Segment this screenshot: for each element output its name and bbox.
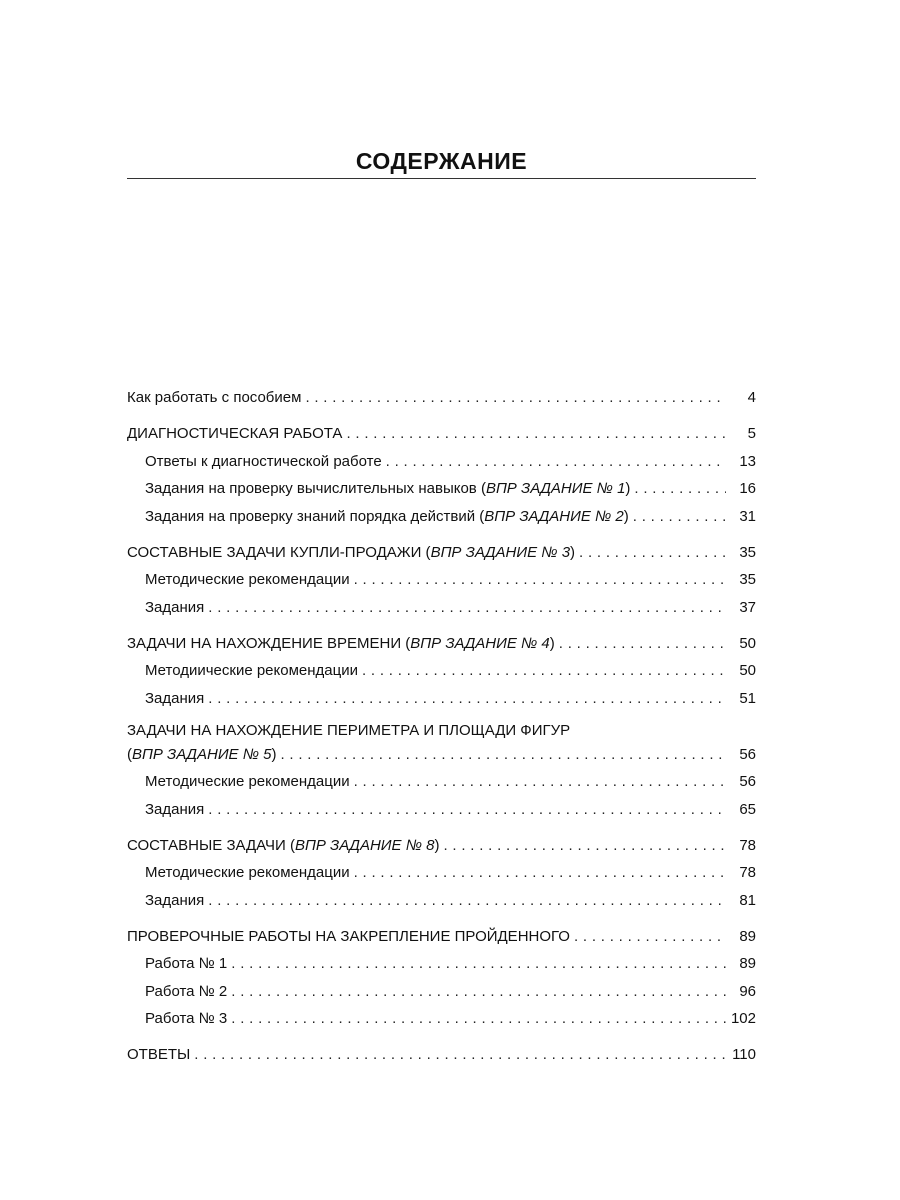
dot-leader (443, 832, 726, 860)
dot-leader (208, 685, 726, 713)
dot-leader (208, 887, 726, 915)
toc-entry-label: Методические рекомендации (145, 571, 350, 588)
toc-subentry-tasks[interactable] (127, 685, 756, 713)
toc-page-number: 96 (739, 982, 756, 1000)
toc-entry-label: Задания (145, 800, 205, 818)
dot-leader (354, 768, 726, 796)
dot-leader (231, 1005, 726, 1033)
toc-page-number: 13 (739, 452, 756, 470)
toc-entry-label: ДИАГНОСТИЧЕСКАЯ РАБОТА (127, 425, 343, 442)
toc-page-number: 31 (739, 507, 756, 525)
toc-subentry-methodical-recommendations[interactable] (127, 768, 756, 796)
toc-entry-perimeter-area-line1[interactable] (127, 721, 756, 741)
dot-leader (386, 448, 726, 476)
toc-entry-label: Задания (145, 598, 205, 616)
toc-entry-review-tests[interactable] (127, 923, 756, 951)
toc-page-number: 35 (739, 571, 756, 588)
toc-page-number: 110 (732, 1046, 756, 1063)
toc-entry-label: Методические рекомендации (145, 864, 350, 881)
toc-entry-how-to-use[interactable] (127, 384, 756, 412)
toc-entry-label: Задания (145, 891, 205, 909)
toc-entry-label: Работа № 1 (145, 955, 228, 972)
toc-subentry-methodical-recommendations[interactable] (127, 657, 756, 685)
dot-leader (579, 539, 726, 567)
toc-subentry-work-1[interactable] (127, 950, 756, 978)
toc-page-number: 51 (739, 689, 756, 707)
toc-entry-label: ОТВЕТЫ (127, 1046, 191, 1063)
toc-page-number: 56 (739, 773, 756, 790)
toc-subentry-computational-skills[interactable] (127, 475, 756, 503)
toc-page-number: 37 (739, 598, 756, 616)
dot-leader (574, 923, 726, 951)
dot-leader (633, 503, 726, 531)
toc-entry-label: СОСТАВНЫЕ ЗАДАЧИ КУПЛИ-ПРОДАЖИ (ВПР ЗАДАНИЕ № 3) (127, 543, 576, 561)
toc-entry-label: (ВПР ЗАДАНИЕ № 5) (127, 745, 277, 763)
toc-entry-label: Задания на проверку знаний порядка действий (ВПР ЗАДАНИЕ № 2) (145, 507, 629, 525)
toc-entry-label: Работа № 2 (145, 982, 228, 1000)
dot-leader (280, 741, 726, 769)
toc-entry-label: Как работать с пособием (127, 389, 302, 406)
toc-subentry-tasks[interactable] (127, 887, 756, 915)
dot-leader (305, 384, 726, 412)
dot-leader (231, 978, 726, 1006)
toc-page-number: 102 (730, 1010, 756, 1027)
toc-page-number: 4 (747, 389, 756, 406)
table-of-contents (127, 384, 756, 1069)
page-title: СОДЕРЖАНИЕ (355, 148, 528, 174)
toc-entry-label: Методиические рекомендации (145, 662, 358, 679)
toc-entry-composite-problems[interactable] (127, 832, 756, 860)
dot-leader (362, 657, 726, 685)
toc-page-number: 35 (739, 543, 756, 561)
toc-entry-label: СОСТАВНЫЕ ЗАДАЧИ (ВПР ЗАДАНИЕ № 8) (127, 836, 440, 854)
toc-entry-answers[interactable] (127, 1041, 756, 1069)
toc-page-number: 81 (739, 891, 756, 909)
toc-page-number: 50 (739, 634, 756, 652)
toc-entry-label: Методические рекомендации (145, 773, 350, 790)
toc-page-number: 5 (747, 425, 756, 442)
toc-page-number: 89 (739, 927, 756, 945)
toc-entry-label: Ответы к диагностической работе (145, 452, 382, 470)
toc-page-number: 78 (739, 836, 756, 854)
dot-leader (194, 1041, 726, 1069)
toc-entry-label: ЗАДАЧИ НА НАХОЖДЕНИЕ ВРЕМЕНИ (ВПР ЗАДАНИЕ № 4) (127, 634, 555, 652)
toc-subentry-tasks[interactable] (127, 796, 756, 824)
title-underline (127, 178, 756, 179)
dot-leader (208, 796, 726, 824)
toc-subentry-order-of-operations[interactable] (127, 503, 756, 531)
toc-entry-purchase-problems[interactable] (127, 539, 756, 567)
dot-leader (634, 475, 726, 503)
dot-leader (346, 420, 726, 448)
toc-entry-label: Задания на проверку вычислительных навыков (ВПР ЗАДАНИЕ № 1) (145, 480, 631, 497)
dot-leader (354, 859, 726, 887)
dot-leader (354, 566, 726, 594)
dot-leader (231, 950, 726, 978)
toc-subentry-diagnostic-answers[interactable] (127, 448, 756, 476)
toc-entry-time-problems[interactable] (127, 630, 756, 658)
toc-page-number: 89 (739, 955, 756, 972)
toc-entry-label: Задания (145, 689, 205, 707)
dot-leader (208, 594, 726, 622)
toc-entry-label: Работа № 3 (145, 1010, 228, 1027)
toc-page-number: 65 (739, 800, 756, 818)
toc-page-number: 16 (739, 480, 756, 497)
toc-page-number: 78 (739, 864, 756, 881)
toc-entry-label: ПРОВЕРОЧНЫЕ РАБОТЫ НА ЗАКРЕПЛЕНИЕ ПРОЙДЕННОГО (127, 927, 570, 945)
toc-subentry-methodical-recommendations[interactable] (127, 566, 756, 594)
toc-page-number: 56 (739, 745, 756, 763)
toc-subentry-work-2[interactable] (127, 978, 756, 1006)
toc-subentry-tasks[interactable] (127, 594, 756, 622)
toc-subentry-work-3[interactable] (127, 1005, 756, 1033)
toc-entry-perimeter-area[interactable] (127, 741, 756, 769)
toc-subentry-methodical-recommendations[interactable] (127, 859, 756, 887)
toc-page-number: 50 (739, 662, 756, 679)
toc-entry-diagnostic-work[interactable] (127, 420, 756, 448)
toc-entry-label: ЗАДАЧИ НА НАХОЖДЕНИЕ ПЕРИМЕТРА И ПЛОЩАДИ ФИГУР (127, 721, 571, 739)
dot-leader (559, 630, 726, 658)
